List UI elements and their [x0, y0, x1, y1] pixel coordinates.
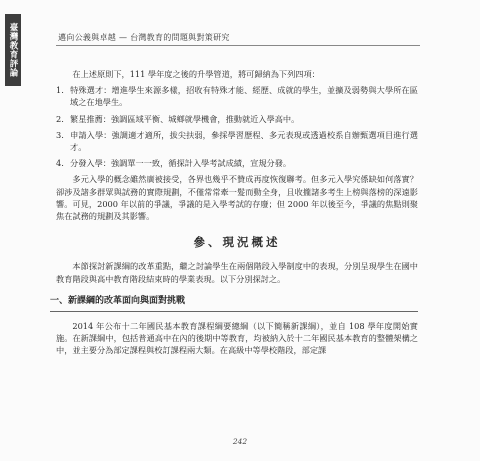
section-intro-paragraph: 本節探討新課綱的改革重點，繼之討論學生在兩個階段入學制度中的表現，分別呈現學生在國中教育階段與高中教育階段結束時的學業表現。以下分別探討之。 — [56, 261, 418, 284]
body-paragraph: 多元入學的概念雖然廣被接受，各界也幾乎不贊成再度恢復聯考。但多元入學究係缺如何落實？卻涉及諸多群眾與試務的實際規劃，不僅常常牽一髮而動全身，且收攏諸多考生上榜與落榜的深遠影響。可見，2000 年以前的爭議，爭議的是入學考試的存廢；但 2000 年以後至今，爭議的焦點則聚焦在試務的規劃及其影響。 — [56, 174, 418, 222]
side-tab — [5, 14, 21, 86]
side-tab-label: 臺灣教育評論 — [8, 23, 18, 77]
list-item — [56, 84, 418, 108]
list-item-text: 分發入學：強調單一一致，循探計入學考試成績，宣規分發。 — [70, 158, 292, 169]
section-heading: 參、現況概述 — [193, 235, 281, 250]
list-item-text: 特殊選才：增進學生來源多樣，招收有特殊才能、經歷、成就的學生，並擴及弱勢與大學所在區域之在地學生。 — [70, 85, 418, 108]
intro-paragraph: 在上述原則下，111 學年度之後的升學管道，將可歸納為下列四項： — [72, 69, 320, 79]
running-head: 邁向公義與卓越 — 台灣教育的問題與對策研究 — [58, 33, 230, 42]
list-item-text: 申請入學：強調適才適所，拔尖扶弱，參採學習歷程、多元表現或透過校系自辦甄選項目進行選才。 — [70, 129, 418, 153]
list-item-number: 1. — [56, 85, 64, 96]
list-item — [56, 129, 418, 153]
subsection-divider — [50, 311, 418, 312]
list-item — [56, 157, 418, 169]
header-divider — [56, 45, 420, 46]
list-item — [56, 113, 418, 125]
list-item-number: 2. — [56, 113, 64, 124]
page-number: 242 — [232, 437, 248, 446]
subsection-paragraph: 2014 年公布十二年國民基本教育課程綱要總綱（以下簡稱新課綱），並自 108 學年度開始實施。在新課綱中，包括普通高中在內的後期中等教育，均被納入於十二年國民基本教育的整體架構之中，並主要分為部定課程與校訂課程兩大類。在高級中等學校階段，部定課 — [56, 321, 418, 356]
list-item-text: 繁星推薦：強調區域平衡、城鄉就學機會，推動就近入學高中。 — [70, 113, 300, 124]
page-body — [50, 68, 418, 361]
list-item-number: 4. — [56, 158, 64, 169]
subsection-heading: 一、新課綱的改革面向與面對挑戰 — [50, 295, 186, 306]
list-item-number: 3. — [56, 129, 64, 140]
